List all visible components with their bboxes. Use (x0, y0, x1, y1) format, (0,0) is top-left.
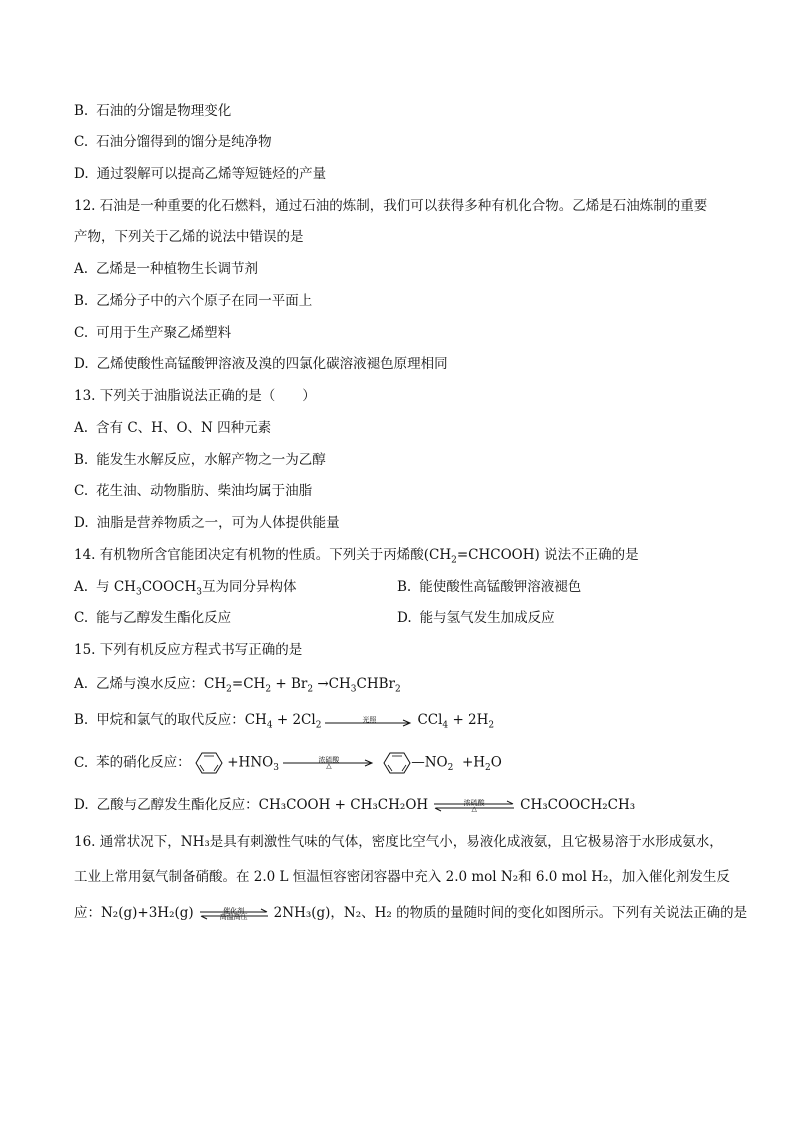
q16-stem-line2: 工业上常用氨气制备硝酸。在 2.0 L 恒温恒容密闭容器中充入 2.0 mol N₂和 6.0 mol H₂，加入催化剂发生反 (74, 869, 730, 885)
reaction-arrow: 光照 (325, 714, 413, 728)
reaction-arrow: 浓硫酸 △ (283, 754, 375, 772)
q13-option-c[interactable]: C. 花生油、动物脂肪、柴油均属于油脂 (74, 483, 313, 499)
q14-option-c[interactable]: C. 能与乙醇发生酯化反应 (74, 610, 232, 626)
q14-option-d[interactable]: D. 能与氢气发生加成反应 (397, 610, 555, 626)
q13-option-d[interactable]: D. 油脂是营养物质之一，可为人体提供能量 (74, 515, 340, 531)
q15-option-b[interactable]: B. 甲烷和氯气的取代反应：$CH_4 + 2Cl_2$ 光照 $CCl_4 + 2H_2$ (74, 712, 495, 731)
q15-option-d[interactable]: D. 乙酸与乙醇发生酯化反应：CH₃COOH + CH₃CH₂OH 浓硫酸 △ CH₃COOCH₂CH₃ (74, 797, 636, 813)
q12-stem-line2: 产物，下列关于乙烯的说法中错误的是 (74, 229, 304, 245)
q13-stem: 13. 下列关于油脂说法正确的是（ ） (74, 388, 316, 404)
q15-option-a[interactable]: A. 乙烯与溴水反应：$CH_2=CH_2 + Br_2$ $\to CH_3CHBr_2$ (74, 676, 401, 695)
q15-stem: 15. 下列有机反应方程式书写正确的是 (74, 642, 303, 658)
reversible-arrow: 浓硫酸 △ (432, 797, 516, 815)
q14-option-b[interactable]: B. 能使酸性高锰酸钾溶液褪色 (397, 579, 582, 595)
q12-option-c[interactable]: C. 可用于生产聚乙烯塑料 (74, 325, 232, 341)
q13-option-b[interactable]: B. 能发生水解反应，水解产物之一为乙醇 (74, 452, 326, 468)
q16-stem-line3: 应：N₂(g)+3H₂(g) 催化剂 高温高压 2NH₃(g)，N₂、H₂ 的物质的量随时间的变化如图所示。下列有关说法正确的是 (74, 905, 748, 921)
q12-option-b[interactable]: B. 乙烯分子中的六个原子在同一平面上 (74, 293, 313, 309)
reversible-arrow: 催化剂 高温高压 (198, 905, 270, 923)
q16-stem-line1: 16. 通常状况下，NH₃是具有刺激性气味的气体，密度比空气小，易液化成液氨，且它极易溶于水形成氨水， (74, 834, 723, 850)
benzene-ring-icon (383, 752, 411, 774)
q12-stem-line1: 12. 石油是一种重要的化石燃料，通过石油的炼制，我们可以获得多种有机化合物。乙烯是石油炼制的重要 (74, 198, 708, 214)
q15-option-c[interactable]: C. 苯的硝化反应： $+HNO_3$ 浓硫酸 △ $—NO_2 +H_2O$ (74, 752, 502, 778)
q12-option-d[interactable]: D. 乙烯使酸性高锰酸钾溶液及溴的四氯化碳溶液褪色原理相同 (74, 356, 448, 372)
q12-option-a[interactable]: A. 乙烯是一种植物生长调节剂 (74, 261, 259, 277)
q11-option-d[interactable]: D. 通过裂解可以提高乙烯等短链烃的产量 (74, 166, 327, 182)
q11-option-c[interactable]: C. 石油分馏得到的馏分是纯净物 (74, 134, 272, 150)
q11-option-b[interactable]: B. 石油的分馏是物理变化 (74, 103, 232, 119)
benzene-ring-icon (195, 752, 223, 774)
q13-option-a[interactable]: A. 含有 C、H、O、N 四种元素 (74, 420, 272, 436)
q14-option-a[interactable]: A. 与 $CH_3COOCH_3$互为同分异构体 (74, 579, 297, 598)
q14-stem: 14. 有机物所含官能团决定有机物的性质。下列关于丙烯酸$(CH_2=CHCOOH)$ 说法不正确的是 (74, 547, 639, 566)
